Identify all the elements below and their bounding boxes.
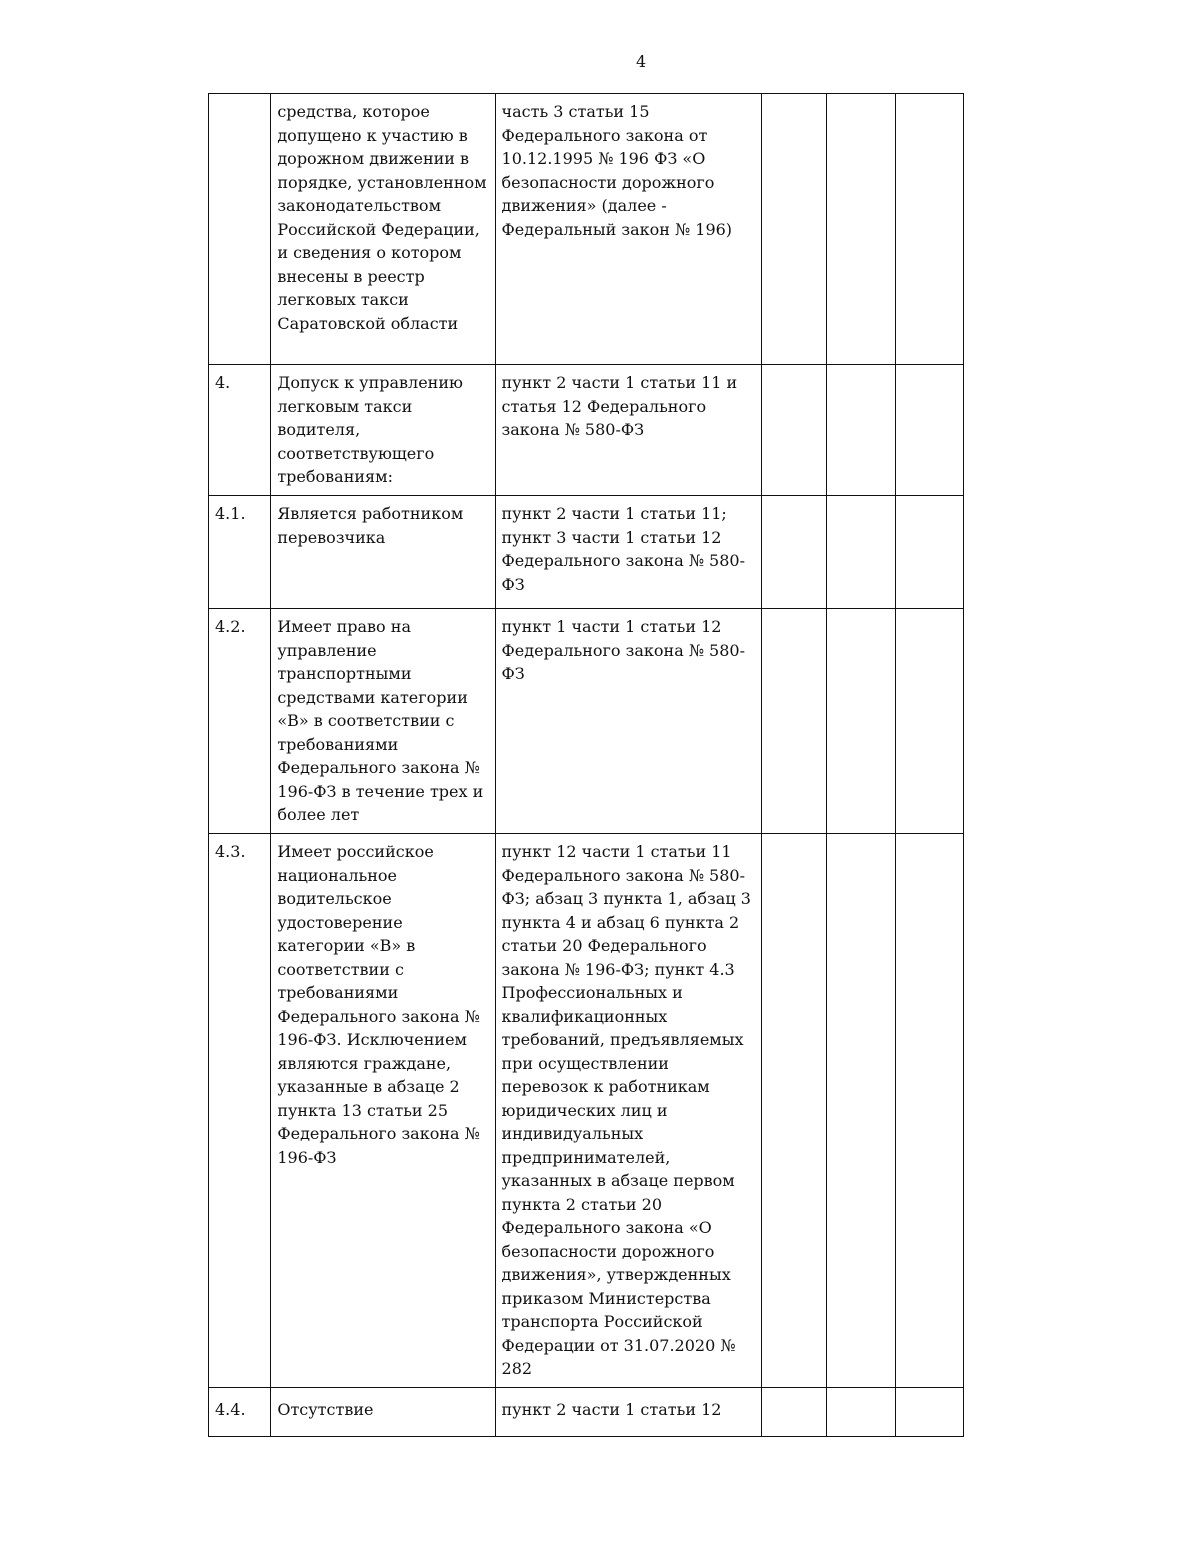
legal-basis-cell — [495, 94, 761, 365]
row-number: 4.1. — [215, 504, 246, 523]
table-row — [209, 496, 964, 609]
legal-basis-cell — [495, 834, 761, 1388]
table-row — [209, 94, 964, 365]
table-row — [209, 1387, 964, 1436]
empty-cell — [761, 1387, 826, 1436]
legal-basis-text: пункт 2 части 1 статьи 12 — [501, 1399, 722, 1419]
empty-cell — [761, 94, 826, 365]
row-number: 4. — [215, 373, 231, 392]
row-number: 4.2. — [215, 617, 246, 636]
row-number: 4.3. — [215, 842, 246, 861]
empty-cell — [761, 365, 826, 496]
row-number-cell — [209, 1387, 271, 1436]
table-row — [209, 834, 964, 1388]
legal-basis-cell — [495, 1387, 761, 1436]
empty-cell — [761, 834, 826, 1388]
requirement-text: Имеет российское национальное водительское удостоверение категории «В» в соответствии с требованиями Федерального закона № 196-ФЗ. Исключением являются граждане, указанные в абзаце 2 пункта 13 статьи 25 Федерального закона № 196-ФЗ — [277, 842, 480, 1167]
row-number-cell — [209, 609, 271, 834]
row-number-cell — [209, 834, 271, 1388]
requirement-text: Отсутствие — [277, 1399, 374, 1419]
requirement-text: Имеет право на управление транспортными средствами категории «В» в соответствии с требованиями Федерального закона № 196-ФЗ в течение трех и более лет — [277, 617, 484, 824]
empty-cell — [761, 496, 826, 609]
empty-cell — [827, 609, 895, 834]
empty-cell — [895, 609, 963, 834]
table-row — [209, 365, 964, 496]
row-number-cell — [209, 365, 271, 496]
legal-basis-text: пункт 1 части 1 статьи 12 Федерального закона № 580-ФЗ — [501, 617, 745, 683]
table-row — [209, 609, 964, 834]
legal-basis-cell — [495, 609, 761, 834]
empty-cell — [827, 1387, 895, 1436]
legal-basis-cell — [495, 365, 761, 496]
empty-cell — [827, 834, 895, 1388]
empty-cell — [761, 609, 826, 834]
requirement-cell — [271, 94, 495, 365]
requirement-cell — [271, 609, 495, 834]
row-number: 4.4. — [215, 1399, 246, 1419]
empty-cell — [895, 1387, 963, 1436]
empty-cell — [895, 365, 963, 496]
requirement-cell — [271, 1387, 495, 1436]
empty-cell — [895, 834, 963, 1388]
legal-basis-text: пункт 2 части 1 статьи 11; пункт 3 части 1 статьи 12 Федерального закона № 580-ФЗ — [501, 504, 745, 594]
requirement-text: Допуск к управлению легковым такси водителя, соответствующего требованиям: — [277, 373, 463, 486]
legal-basis-text: часть 3 статьи 15 Федерального закона от 10.12.1995 № 196 ФЗ «О безопасности дорожного движения» (далее - Федеральный закон № 196) — [501, 102, 733, 239]
requirement-text: средства, которое допущено к участию в дорожном движении в порядке, установленном законодательством Российской Федерации, и сведения о котором внесены в реестр легковых такси Саратовской области — [277, 102, 487, 333]
requirement-cell — [271, 834, 495, 1388]
legal-basis-text: пункт 2 части 1 статьи 11 и статья 12 Федерального закона № 580-ФЗ — [501, 373, 738, 439]
requirement-text: Является работником перевозчика — [277, 504, 464, 547]
empty-cell — [895, 496, 963, 609]
requirement-cell — [271, 496, 495, 609]
legal-basis-text: пункт 12 части 1 статьи 11 Федерального закона № 580-ФЗ; абзац 3 пункта 1, абзац 3 пункта 4 и абзац 6 пункта 2 статьи 20 Федерального закона № 196-ФЗ; пункт 4.3 Профессиональных и квалификационных требований, предъявляемых при осуществлении перевозок к работникам юридических лиц и индивидуальных предпринимателей, указанных в абзаце первом пункта 2 статьи 20 Федерального закона «О безопасности дорожного движения», утвержденных приказом Министерства транспорта Российской Федерации от 31.07.2020 № 282 — [501, 842, 751, 1378]
empty-cell — [827, 496, 895, 609]
page-number: 4 — [636, 52, 647, 71]
empty-cell — [827, 94, 895, 365]
empty-cell — [895, 94, 963, 365]
legal-basis-cell — [495, 496, 761, 609]
row-number-cell — [209, 94, 271, 365]
empty-cell — [827, 365, 895, 496]
requirements-table — [208, 93, 964, 1437]
row-number-cell — [209, 496, 271, 609]
requirement-cell — [271, 365, 495, 496]
